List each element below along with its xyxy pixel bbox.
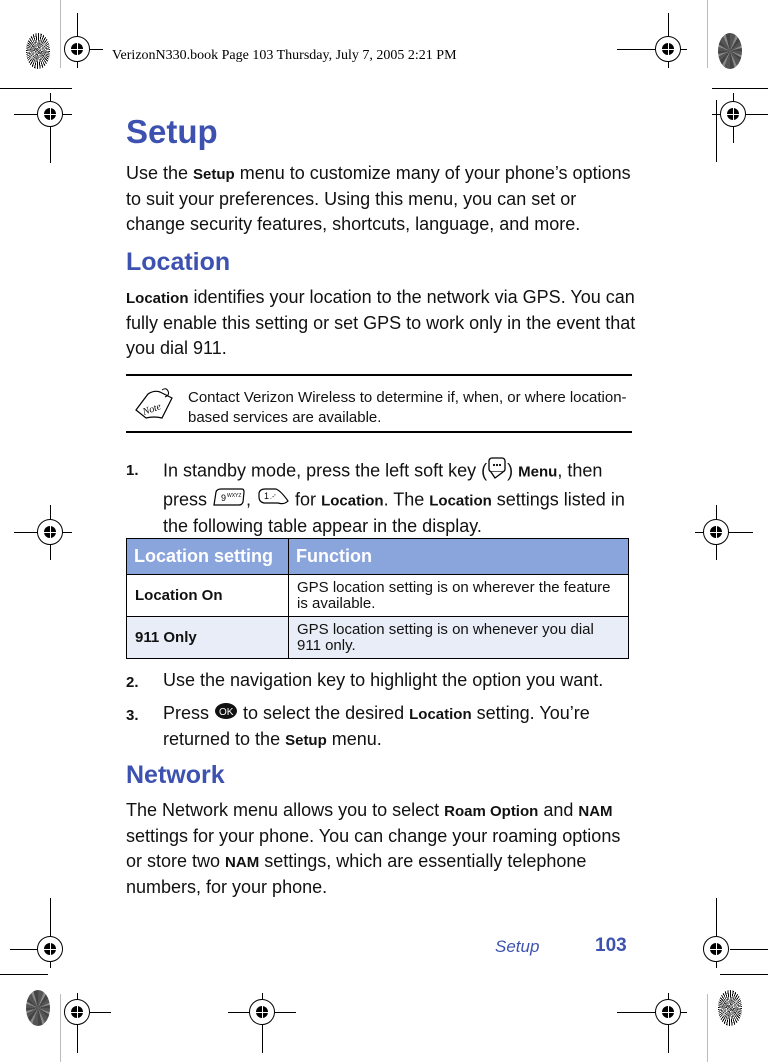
registration-target-icon [720, 101, 746, 127]
text: menu to customize many of your phone’s options to suit your preferences. Using this menu, you can set or change security features, shortcuts, language, and more. [126, 163, 631, 234]
text: settings listed in the following table appear in the display. [163, 489, 625, 536]
registration-target-icon [37, 519, 63, 545]
svg-text:OK: OK [219, 706, 234, 718]
section-heading-location: Location [126, 248, 231, 276]
registration-target-icon [37, 101, 63, 127]
setting-cell: 911 Only [127, 617, 289, 659]
svg-text:WXYZ: WXYZ [227, 493, 242, 499]
text: The Network menu allows you to select [126, 800, 445, 820]
text: , [246, 489, 257, 510]
text: menu. [326, 729, 382, 749]
text: identifies your location to the network via GPS. You can fully enable this setting or set GPS to work only in the event that you dial 911. [126, 287, 636, 358]
print-slug: VerizonN330.book Page 103 Thursday, July 7, 2005 2:21 PM [112, 48, 457, 63]
trim-line [707, 994, 708, 1062]
text: , then press [163, 460, 603, 510]
keyword-setup: Setup [193, 166, 235, 183]
registration-target-icon [703, 936, 729, 962]
keyword-location: Location [321, 492, 384, 510]
text: In standby mode, press the left soft key ( [163, 460, 488, 481]
text: for [290, 489, 322, 510]
keyword-roam-option: Roam Option [444, 803, 539, 820]
setting-cell: Location On [127, 575, 289, 617]
crop-mark [716, 100, 717, 162]
crop-mark [0, 88, 72, 89]
keyword-menu: Menu [518, 463, 558, 481]
page-number: 103 [595, 935, 627, 956]
step-text [163, 456, 633, 539]
table-header-row [127, 539, 629, 575]
step-number: 1. [126, 462, 139, 479]
section-heading-network: Network [126, 761, 225, 789]
registration-target-icon [64, 36, 90, 62]
keyword-nam: NAM [578, 803, 613, 820]
text: Press [163, 703, 215, 723]
step-number: 2. [126, 674, 139, 691]
step-number: 3. [126, 707, 139, 724]
step-text [163, 701, 633, 753]
column-header-setting: Location setting [127, 539, 289, 575]
page-title: Setup [126, 113, 218, 150]
text: settings, which are essentially telephone numbers, for your phone. [126, 851, 587, 897]
keyword-location: Location [429, 492, 492, 510]
color-bar-icon [718, 990, 742, 1026]
keyword-location: Location [409, 706, 472, 723]
keyword-location: Location [126, 290, 189, 307]
registration-target-icon [655, 36, 681, 62]
text: settings for your phone. You can change your roaming options or store two [126, 826, 621, 871]
svg-text:9: 9 [221, 493, 227, 503]
text: Use the [126, 163, 194, 183]
color-bar-icon [718, 33, 742, 69]
svg-text:.-': .-' [270, 494, 276, 501]
crop-mark [0, 974, 48, 975]
svg-text:Note: Note [141, 401, 163, 418]
text: to select the desired [238, 703, 410, 723]
key-1-icon [256, 487, 290, 514]
intro-paragraph [126, 161, 636, 237]
note-text: Contact Verizon Wireless to determine if, when, or where location-based services are available. [188, 389, 627, 426]
registration-target-icon [249, 999, 275, 1025]
registration-target-icon [703, 519, 729, 545]
registration-target-icon [37, 936, 63, 962]
crop-mark [730, 949, 768, 950]
text: setting. You’re returned to the [163, 703, 590, 749]
keyword-setup: Setup [285, 732, 327, 749]
text: ) [507, 460, 519, 481]
column-header-function: Function [289, 539, 629, 575]
registration-target-icon [64, 999, 90, 1025]
crop-mark [712, 88, 768, 89]
left-soft-key-icon [487, 456, 507, 487]
registration-target-icon [655, 999, 681, 1025]
network-paragraph [126, 798, 636, 900]
trim-line [707, 0, 708, 68]
text: . The [383, 489, 430, 510]
note-box [126, 374, 632, 433]
text: and [538, 800, 579, 820]
key-9-wxyz-icon [212, 487, 246, 514]
step-text: Use the navigation key to highlight the option you want. [163, 670, 604, 690]
trim-line [60, 994, 61, 1062]
crop-mark [720, 974, 768, 975]
crop-mark [50, 123, 51, 163]
table-row [127, 575, 629, 617]
trim-line [60, 0, 61, 68]
svg-text:1: 1 [264, 491, 270, 501]
color-bar-icon [26, 33, 50, 69]
note-icon [132, 386, 176, 422]
color-bar-icon [26, 990, 50, 1026]
function-cell: GPS location setting is on whenever you dial 911 only. [289, 617, 629, 659]
table-row [127, 617, 629, 659]
footer-section-title: Setup [495, 937, 540, 956]
function-cell: GPS location setting is on wherever the feature is available. [289, 575, 629, 617]
keyword-nam: NAM [225, 854, 260, 871]
location-paragraph [126, 285, 636, 361]
ok-key-icon [214, 702, 238, 727]
location-settings-table [126, 538, 629, 659]
